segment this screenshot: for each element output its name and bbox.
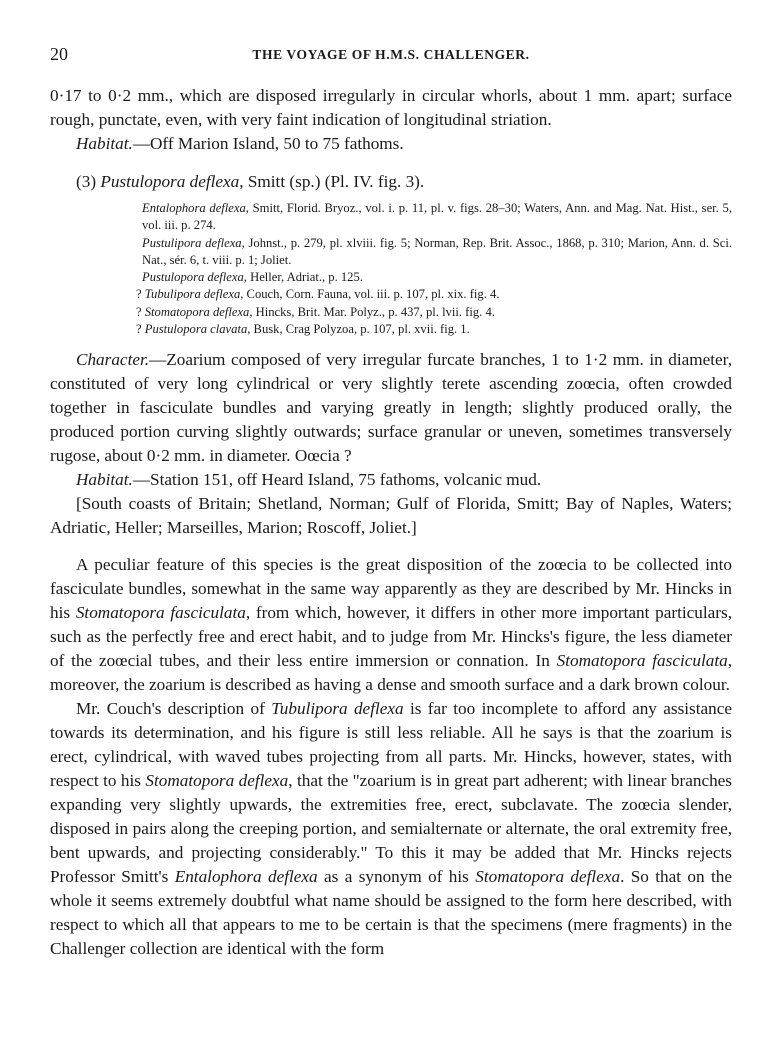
taxon-name: Tubulipora deflexa bbox=[271, 699, 404, 719]
text-run: A peculiar feature of this species is the great disposition of the zoœcia to be collected into fasciculate bundles, somewhat in the same way apparently as they are described by Mr. Hincks in his bbox=[50, 555, 732, 623]
character-label: Character. bbox=[76, 350, 150, 370]
running-title: THE VOYAGE OF H.M.S. CHALLENGER. bbox=[252, 47, 530, 62]
synonym-name: Tubulipora deflexa bbox=[144, 287, 241, 302]
habitat-heard bbox=[50, 468, 732, 492]
taxon-name: Stomatopora fasciculata bbox=[556, 651, 728, 671]
synonym-name: Pustulopora clavata bbox=[144, 322, 248, 337]
text-body bbox=[50, 84, 732, 961]
character-text: —Zoarium composed of very irregular furcate branches, 1 to 1·2 mm. in diameter, constituted of very long cylindrical or very slightly terete ascending zoœcia, often crowded together in fasciculate bundles and varying greatly in length; slightly produced orally, the produced portion curving slightly outwards; surface granular or uneven, sometimes transversely rugose, about 0·2 mm. in diameter. Oœcia ? bbox=[50, 350, 732, 466]
species-number: (3) bbox=[76, 172, 101, 191]
species-heading bbox=[76, 170, 732, 194]
synonym-reference: , Couch, Corn. Fauna, vol. iii. p. 107, pl. xix. fig. 4. bbox=[240, 287, 500, 302]
synonym-name: Stomatopora deflexa bbox=[144, 304, 250, 319]
page-header bbox=[50, 44, 732, 66]
synonymy-list bbox=[136, 200, 732, 338]
habitat-label: Habitat. bbox=[76, 134, 133, 153]
synonym-reference: , Busk, Crag Polyzoa, p. 107, pl. xvii. fig. 1. bbox=[247, 322, 470, 337]
synonym-name: Entalophora deflexa bbox=[142, 201, 246, 215]
taxon-name: Entalophora deflexa bbox=[174, 867, 318, 887]
query-mark: ? bbox=[136, 304, 145, 319]
habitat-label: Habitat. bbox=[76, 470, 133, 490]
habitat-text: —Station 151, off Heard Island, 75 fathoms, volcanic mud. bbox=[132, 470, 542, 490]
paragraph-fasciculate bbox=[50, 553, 732, 697]
synonym-reference: , Smitt, Florid. Bryoz., vol. i. p. 11, pl. v. figs. 28–30; Waters, Ann. and Mag. Nat. Hist., ser. 5, vol. iii. p. 274. bbox=[142, 201, 732, 233]
taxon-name: Stomatopora fasciculata bbox=[75, 603, 246, 623]
species-name: Pustulopora deflexa bbox=[100, 172, 240, 191]
text-run: , from which, however, it differs in other more important particulars, such as the perfectly free and erect habit, and to judge from Mr. Hincks's figure, the less diameter of the zoœcial tubes, and their less entire immersion or connation. In bbox=[50, 603, 733, 671]
distribution-note: [South coasts of Britain; Shetland, Norman; Gulf of Florida, Smitt; Bay of Naples, Waters; Adriatic, Heller; Marseilles, Marion; Roscoff, Joliet.] bbox=[50, 494, 732, 538]
synonym-entry bbox=[136, 321, 732, 338]
text-run: is far too incomplete to afford any assistance towards its determination, and his figure is still less reliable. All he says is that the zoarium is erect, cylindrical, with waved tubes projecting from all parts. Mr. Hincks, however, states, with respect to his bbox=[50, 699, 732, 791]
synonym-entry bbox=[136, 304, 732, 321]
synonym-name: Pustulopora deflexa bbox=[142, 270, 244, 285]
synonym-reference: , Hincks, Brit. Mar. Polyz., p. 437, pl. lvii. fig. 4. bbox=[249, 304, 495, 319]
text-run: as a synonym of his bbox=[317, 867, 476, 887]
text-run: Mr. Couch's description of bbox=[76, 699, 272, 719]
paragraph-couch bbox=[50, 697, 732, 961]
query-mark: ? bbox=[136, 287, 145, 302]
synonym-reference: , Heller, Adriat., p. 125. bbox=[243, 270, 363, 285]
synonym-entry bbox=[142, 235, 732, 270]
taxon-name: Stomatopora deflexa bbox=[475, 867, 621, 887]
taxon-name: Stomatopora deflexa bbox=[145, 771, 289, 791]
habitat-text: —Off Marion Island, 50 to 75 fathoms. bbox=[132, 134, 404, 153]
paragraph-description-end: 0·17 to 0·2 mm., which are disposed irregularly in circular whorls, about 1 mm. apart; surface rough, punctate, even, with very faint indication of longitudinal striation. bbox=[50, 86, 732, 129]
text-run: . So that on the whole it seems extremely doubtful what name should be assigned to the form here described, with respect to which all that appears to me to be certain is that the specimens (mere fragments) in the Challenger collection are identical with the form bbox=[50, 867, 732, 959]
text-run: , that the "zoarium is in great part adherent; with linear branches expanding very slightly upwards, the extremities free, erect, subclavate. The zoœcia slender, disposed in pairs along the creeping portion, and semialternate or alternate, the oral extremity free, bent upwards, and projecting considerably." To this it may be added that Mr. Hincks rejects Professor Smitt's bbox=[50, 771, 732, 887]
synonym-entry bbox=[142, 200, 732, 235]
synonym-name: Pustulipora deflexa bbox=[142, 235, 242, 250]
text-run: , moreover, the zoarium is described as having a dense and smooth surface and a dark brown colour. bbox=[50, 651, 733, 695]
synonym-reference: , Johnst., p. 279, pl. xlviii. fig. 5; Norman, Rep. Brit. Assoc., 1868, p. 310; Marion, Ann. d. Sci. Nat., sér. 6, t. viii. p. 1; Joliet. bbox=[142, 235, 732, 267]
species-authority: , Smitt (sp.) (Pl. IV. fig. 3). bbox=[239, 172, 425, 191]
character-paragraph bbox=[50, 348, 732, 468]
synonym-entry bbox=[136, 286, 732, 303]
habitat-marion bbox=[50, 132, 732, 156]
page-number: 20 bbox=[50, 44, 68, 64]
query-mark: ? bbox=[136, 322, 145, 337]
synonym-entry bbox=[142, 269, 732, 286]
